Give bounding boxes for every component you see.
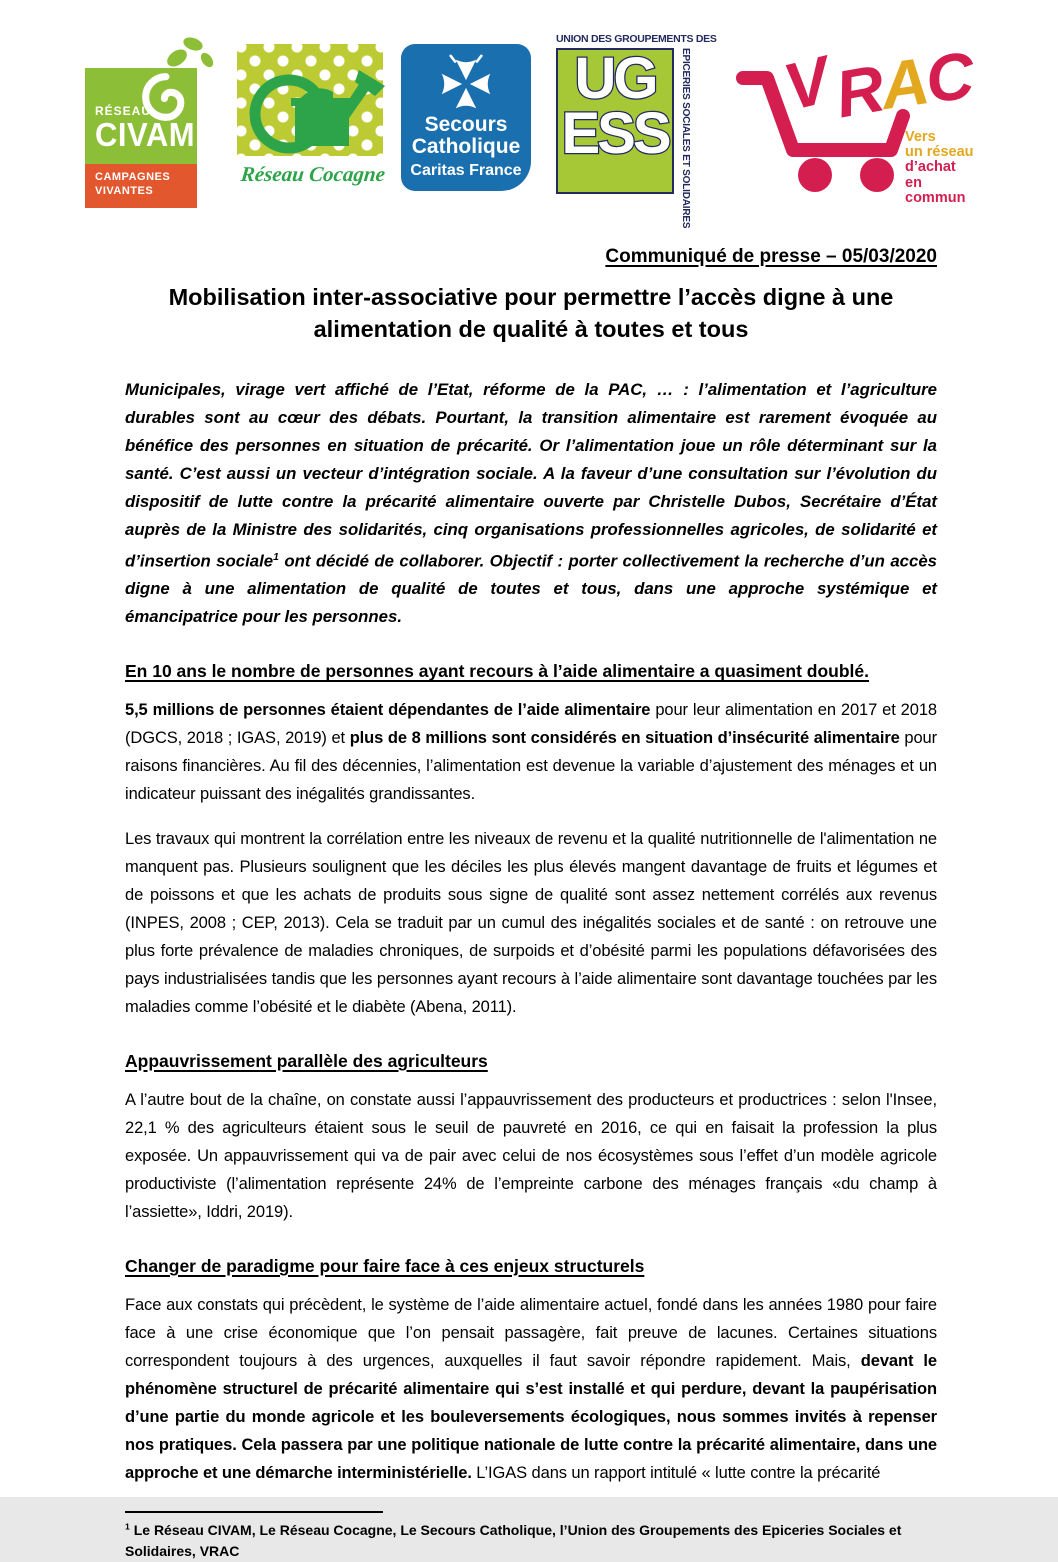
section-heading-1 [125, 661, 937, 682]
vrac-letter-a: A [876, 43, 934, 123]
section-heading-1-text: En 10 ans le nombre de personnes ayant recours à l’aide alimentaire a quasiment doublé. [125, 661, 869, 682]
paragraph-1-text-d: pour raisons financières. Au fil des décennies, l’alimentation est devenue la variable d’ajustement des ménages et un indicateur puissant des inégalités grandissantes. [125, 729, 938, 804]
logo-secours-catholique [401, 44, 531, 191]
civam-acronym: CIVAM [95, 115, 196, 154]
vrac-tagline-line4: en commun [905, 174, 966, 206]
paragraph-4-bold-b: devant le phénomène structurel de précarité alimentaire qui s’est installé et qui perdure, devant la paupérisation d’une partie du monde agricole et les bouleversements écologiques, nous sommes invités à repenser nos pratiques. Cela passera par une politique nationale de lutte contre la précarité alimentaire, dans une approche et une démarche interministérielle. [125, 1351, 937, 1482]
section-heading-3 [125, 1256, 937, 1277]
civam-tagline-band [85, 164, 197, 208]
logo-reseau-civam [85, 42, 203, 197]
press-release-kicker [125, 246, 937, 268]
document-title: Mobilisation inter-associative pour permettre l’accès digne à une alimentation de qualité à toutes et tous [168, 284, 894, 343]
ugess-green-square [556, 48, 674, 194]
intro-text-a: Municipales, virage vert affiché de l’Etat, réforme de la PAC, … : l’alimentation et l’agriculture durables sont au cœur des débats. Pourtant, la transition alimentaire est rarement évoquée au bénéfice des personnes en situation de précarité. Or l’alimentation joue un rôle déterminant sur la santé. C’est aussi un vecteur d’intégration sociale. A la faveur d’une consultation sur l’évolution du dispositif de lutte contre la précarité alimentaire ouverte par Christelle Dubos, Secrétaire d’État auprès de la Ministre des solidarités, cinq organisations professionnelles agricoles, de solidarité et d’insertion sociale [125, 379, 937, 571]
paragraph-1-bold-c: plus de 8 millions sont considérés en situation d’insécurité alimentaire [349, 729, 900, 748]
civam-tagline-line2: VIVANTES [95, 184, 154, 197]
intro-paragraph [125, 376, 937, 632]
logo-reseau-cocagne [233, 44, 388, 196]
footnote-ref-1: 1 [273, 551, 279, 563]
cocagne-watering-can-icon [227, 52, 392, 167]
civam-green-box [85, 68, 197, 164]
vrac-tagline-line2: un réseau [905, 144, 974, 161]
vrac-letter-r: R [829, 50, 890, 132]
paragraph-1-bold-a: 5,5 millions de personnes étaient dépendantes de l’aide alimentaire [125, 701, 651, 720]
paragraph-3: A l’autre bout de la chaîne, on constate aussi l’appauvrissement des producteurs et productrices : selon l'Insee, 22,1 % des agriculteurs étaient sous le seuil de pauvreté en 2016, ce qui en faisait la profession la plus exposée. Un appauvrissement qui va de pair avec celui de nos écosystèmes sous l’effet d’un modèle agricole productiviste (l’alimentation représente 24% de l’empreinte carbone des ménages français «du champ à l’assiette», Iddri, 2019). [125, 1090, 937, 1221]
footnote-1 [125, 1520, 937, 1562]
paragraph-4-text-a: Face aux constats qui précèdent, le système de l’aide alimentaire actuel, fondé dans les années 1980 pour faire face à une crise économique que l’on pensait passagère, fait preuve de lacunes. Certaines situations correspondent toujours à des urgences, auxquelles il faut savoir répondre rapidement. Mais, [125, 1295, 937, 1370]
paragraph-4-text-c: L’IGAS dans un rapport intitulé « lutte contre la précarité [471, 1463, 881, 1482]
secours-label-line1: Secours [424, 113, 508, 136]
secours-label-line3: Caritas France [410, 161, 522, 179]
paragraph-1-text-b: pour leur alimentation en 2017 et 2018 (DGCS, 2018 ; IGAS, 2019) et [125, 701, 937, 748]
vrac-letter-c: C [922, 37, 978, 117]
paragraph-2: Les travaux qui montrent la corrélation entre les niveaux de revenu et la qualité nutritionnelle de l'alimentation ne manquent pas. Plusieurs soulignent que les déciles les plus élevés mangent davantage de fruits et légumes et de poissons et que les achats de produits sous signe de qualité sont assez nettement corrélés aux revenus (INPES, 2008 ; CEP, 2013). Cela se traduit par un cumul des inégalités sociales et de santé : on retrouve une plus forte prévalence de maladies chroniques, de surpoids et d’obésité parmi les populations défavorisées des pays industrialisées tandis que les personnes ayant recours à l’aide alimentaire sont davantage touchées par les maladies comme l’obésité et le diabète (Abena, 2011). [125, 829, 937, 1016]
ugess-side-label: EPICERIES SOCIALES ET SOLIDAIRES [680, 48, 691, 229]
secours-label-line2: Catholique [411, 134, 521, 158]
footnote-1-marker: 1 [125, 1521, 130, 1532]
press-release-kicker-text: Communiqué de presse – 05/03/2020 [605, 246, 937, 267]
ugess-letters-ug: UG [574, 46, 656, 111]
logo-ugess [556, 33, 717, 229]
intro-text-b: ont décidé de collaborer. Objectif : porter collectivement la recherche d’un accès digne à une alimentation de qualité de toutes et tous, dans une approche systémique et émancipatrice pour les personnes. [125, 551, 937, 627]
vrac-tagline [905, 130, 978, 206]
secours-cross-icon [434, 52, 498, 116]
section-heading-2-text: Appauvrissement parallèle des agriculteurs [125, 1050, 488, 1071]
footnote-separator [125, 1511, 383, 1513]
vrac-tagline-line3: d’achat [905, 159, 956, 176]
ugess-letters-ess: ESS [561, 101, 669, 167]
document-body [125, 246, 937, 1562]
section-heading-2 [125, 1051, 937, 1072]
paragraph-1 [125, 696, 937, 808]
paragraph-4 [125, 1291, 937, 1487]
cocagne-script-label: Réseau Cocagne [239, 162, 387, 186]
civam-tagline-line1: CAMPAGNES [95, 171, 171, 183]
logo-vrac [733, 37, 978, 206]
section-heading-3-text: Changer de paradigme pour faire face à ces enjeux structurels [125, 1255, 645, 1276]
vrac-letter-v: V [776, 41, 838, 125]
ugess-top-label: UNION DES GROUPEMENTS DES [556, 33, 717, 45]
footnote-1-text: Le Réseau CIVAM, Le Réseau Cocagne, Le Secours Catholique, l’Union des Groupements des Epiceries Sociales et Solidaires, VRAC [125, 1521, 902, 1559]
civam-reseau-label: RÉSEAU [95, 104, 152, 118]
vrac-tagline-line1: Vers [905, 129, 936, 145]
